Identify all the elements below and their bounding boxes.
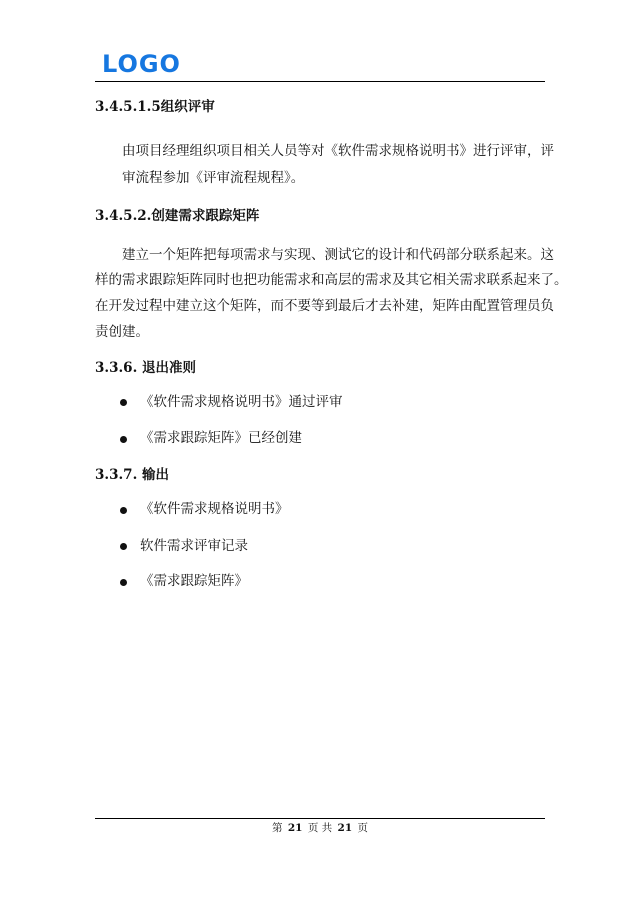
paragraph-line: 审流程参加《评审流程规程》。 xyxy=(122,170,305,186)
section-heading-organize-review: 3.4.5.1.5组织评审 xyxy=(95,99,215,115)
paragraph-line: 由项目经理组织项目相关人员等对《软件需求规格说明书》进行评审，评 xyxy=(122,143,554,159)
footer-suffix: 页 xyxy=(357,822,368,834)
bullet-dot-icon xyxy=(120,543,127,550)
current-page-number: 21 xyxy=(287,822,303,834)
list-item: 《需求跟踪矩阵》 xyxy=(140,573,248,589)
paragraph-line: 样的需求跟踪矩阵同时也把功能需求和高层的需求及其它相关需求联系起来了。 xyxy=(95,272,568,288)
paragraph-line: 建立一个矩阵把每项需求与实现、测试它的设计和代码部分联系起来。这 xyxy=(122,247,554,263)
paragraph-line: 责创建。 xyxy=(95,324,149,340)
bullet-dot-icon xyxy=(120,436,127,443)
section-heading-traceability-matrix: 3.4.5.2.创建需求跟踪矩阵 xyxy=(95,208,260,224)
section-heading-exit-criteria xyxy=(95,358,196,378)
page-number-footer xyxy=(0,820,640,836)
list-item: 《软件需求规格说明书》 xyxy=(140,501,289,517)
bullet-dot-icon xyxy=(120,507,127,514)
footer-divider xyxy=(95,818,545,819)
section-heading-output xyxy=(95,465,169,485)
list-item: 软件需求评审记录 xyxy=(140,538,248,554)
section-title: 输出 xyxy=(141,467,169,483)
list-item: 《软件需求规格说明书》通过评审 xyxy=(140,394,343,410)
bullet-dot-icon xyxy=(120,399,127,406)
section-title: 退出准则 xyxy=(141,360,196,376)
footer-prefix: 第 xyxy=(272,822,283,834)
section-number: 3.3.6. xyxy=(95,360,138,376)
paragraph-line: 在开发过程中建立这个矩阵，而不要等到最后才去补建，矩阵由配置管理员负 xyxy=(95,298,554,314)
section-number: 3.3.7. xyxy=(95,467,138,483)
bullet-dot-icon xyxy=(120,579,127,586)
footer-middle: 页 共 xyxy=(307,822,333,834)
header-divider xyxy=(95,81,545,82)
list-item: 《需求跟踪矩阵》已经创建 xyxy=(140,430,302,446)
total-pages-number: 21 xyxy=(337,822,353,834)
logo: LOGO xyxy=(102,50,181,78)
